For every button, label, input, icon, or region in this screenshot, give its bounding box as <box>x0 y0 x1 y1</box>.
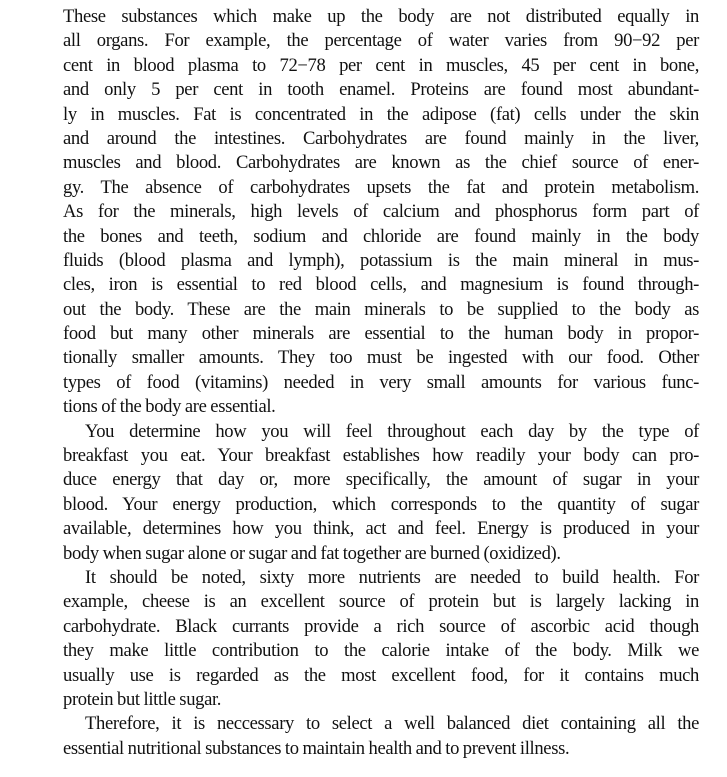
document-page <box>63 5 699 761</box>
text-line: It should be noted, sixty more nutrients are needed to build health. For <box>85 566 699 588</box>
text-line: gy. The absence of carbohydrates upsets the fat and protein metabolism. <box>63 176 699 198</box>
paragraph-body-composition <box>63 5 699 420</box>
text-line: ly in muscles. Fat is concentrated in the adipose (fat) cells under the skin <box>63 103 699 125</box>
text-line: fluids (blood plasma and lymph), potassium is the main mineral in mus- <box>63 249 699 271</box>
text-line: cles, iron is essential to red blood cells, and magnesium is found through- <box>63 274 699 296</box>
text-line: Therefore, it is neccessary to select a well balanced diet containing all the <box>85 713 699 735</box>
text-line: usually use is regarded as the most excellent food, for it contains much <box>63 664 699 686</box>
text-line: cent in blood plasma to 72−78 per cent in muscles, 45 per cent in bone, <box>63 54 699 76</box>
text-line: the bones and teeth, sodium and chloride are found mainly in the body <box>63 225 699 247</box>
text-line: You determine how you will feel throughout each day by the type of <box>85 420 699 442</box>
paragraph-breakfast-energy <box>63 420 699 566</box>
text-line: duce energy that day or, more specifically, the amount of sugar in your <box>63 469 699 491</box>
text-line: food but many other minerals are essential to the human body in propor- <box>63 323 699 345</box>
text-line: breakfast you eat. Your breakfast establishes how readily your body can pro- <box>63 445 699 467</box>
text-line: protein but little sugar. <box>63 688 222 710</box>
text-line: essential nutritional substances to maintain health and to prevent illness. <box>63 737 570 759</box>
text-line: and only 5 per cent in tooth enamel. Proteins are found most abundant- <box>63 79 699 101</box>
text-line: As for the minerals, high levels of calcium and phosphorus form part of <box>63 201 699 223</box>
text-line: and around the intestines. Carbohydrates are found mainly in the liver, <box>63 127 699 149</box>
text-line: body when sugar alone or sugar and fat together are burned (oxidized). <box>63 542 561 564</box>
text-line: These substances which make up the body are not distributed equally in <box>63 6 699 27</box>
text-line: example, cheese is an excellent source of protein but is largely lacking in <box>63 591 699 613</box>
text-line: types of food (vitamins) needed in very small amounts for various func- <box>63 371 699 393</box>
text-line: carbohydrate. Black currants provide a rich source of ascorbic acid though <box>63 615 699 637</box>
text-line: they make little contribution to the calorie intake of the body. Milk we <box>63 640 699 662</box>
text-line: tions of the body are essential. <box>63 396 276 418</box>
text-line: all organs. For example, the percentage of water varies from 90−92 per <box>63 30 699 52</box>
paragraph-nutrients <box>63 566 699 712</box>
text-line: muscles and blood. Carbohydrates are known as the chief source of ener- <box>63 152 699 174</box>
text-line: blood. Your energy production, which corresponds to the quantity of sugar <box>63 493 699 515</box>
paragraph-conclusion <box>63 712 699 761</box>
text-line: out the body. These are the main minerals to be supplied to the body as <box>63 298 699 320</box>
text-line: tionally smaller amounts. They too must be ingested with our food. Other <box>63 347 699 369</box>
text-line: available, determines how you think, act and feel. Energy is produced in your <box>63 518 699 540</box>
